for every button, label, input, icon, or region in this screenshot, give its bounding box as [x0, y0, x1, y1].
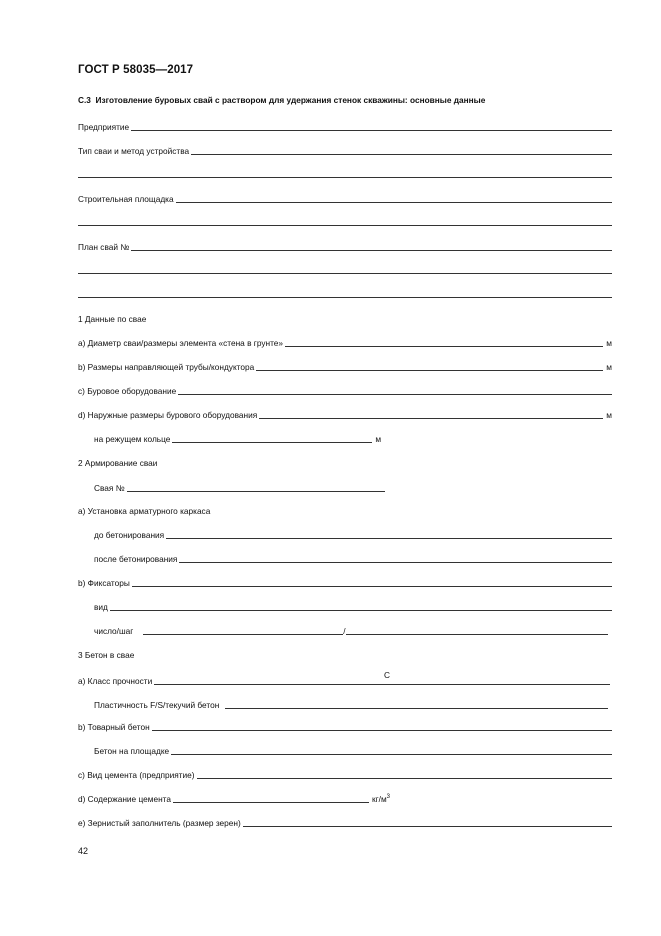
strength-class-prefix: С — [384, 670, 390, 680]
concrete-heading: 3 Бетон в свае — [78, 650, 135, 660]
count-step-label: число/шаг — [94, 626, 134, 636]
plasticity-row — [94, 698, 608, 710]
outer-dimensions-unit: м — [606, 410, 612, 420]
pile-diameter-unit: м — [606, 338, 612, 348]
pile-plan-row — [78, 240, 612, 252]
ready-mix-field[interactable] — [152, 728, 612, 731]
site-field-continued[interactable] — [78, 225, 612, 226]
count-field[interactable] — [143, 632, 343, 635]
ready-mix-label: b) Товарный бетон — [78, 722, 150, 732]
pile-plan-label: План свай № — [78, 242, 130, 252]
pile-type-field[interactable] — [191, 152, 612, 155]
pile-number-row — [94, 481, 394, 493]
section-number: С.3 — [78, 95, 91, 105]
guide-pipe-label: b) Размеры направляющей трубы/кондуктора — [78, 362, 255, 372]
guide-pipe-row — [78, 360, 612, 372]
after-concreting-row — [94, 552, 612, 564]
page-number: 42 — [78, 846, 89, 856]
ready-mix-row — [78, 720, 612, 732]
plasticity-field[interactable] — [225, 706, 608, 709]
cement-content-unit-base: кг/м — [371, 794, 387, 804]
drilling-equipment-row — [78, 384, 612, 396]
count-step-separator: / — [343, 626, 346, 636]
pile-diameter-row — [78, 336, 612, 348]
count-step-row — [94, 624, 608, 636]
before-concreting-label: до бетонирования — [94, 530, 165, 540]
site-row — [78, 192, 612, 204]
pile-plan-field-continued-1[interactable] — [78, 273, 612, 274]
strength-class-field[interactable] — [154, 682, 610, 685]
after-concreting-label: после бетонирования — [94, 554, 178, 564]
cement-content-row — [78, 792, 418, 804]
enterprise-row — [78, 120, 612, 132]
spacer-type-label: вид — [94, 602, 108, 612]
pile-type-row — [78, 144, 612, 156]
cutting-ring-unit: м — [375, 434, 382, 444]
cage-installation-heading: a) Установка арматурного каркаса — [78, 506, 211, 516]
step-field[interactable] — [346, 632, 608, 635]
pile-number-field[interactable] — [127, 489, 385, 492]
before-concreting-row — [94, 528, 612, 540]
onsite-concrete-row — [94, 744, 612, 756]
cement-type-row — [78, 768, 612, 780]
spacers-label: b) Фиксаторы — [78, 578, 130, 588]
onsite-concrete-field[interactable] — [171, 752, 612, 755]
spacer-type-row — [94, 600, 612, 612]
cement-content-label: d) Содержание цемента — [78, 794, 171, 804]
section-title — [78, 95, 485, 105]
pile-number-label: Свая № — [94, 483, 125, 493]
cement-content-field[interactable] — [173, 800, 369, 803]
site-label: Строительная площадка — [78, 194, 174, 204]
spacer-type-field[interactable] — [110, 608, 612, 611]
aggregate-label: e) Зернистый заполнитель (размер зерен) — [78, 818, 241, 828]
aggregate-field[interactable] — [243, 824, 612, 827]
pile-plan-field-continued-2[interactable] — [78, 297, 612, 298]
cement-type-field[interactable] — [197, 776, 612, 779]
spacers-row — [78, 576, 612, 588]
cement-type-label: c) Вид цемента (предприятие) — [78, 770, 195, 780]
outer-dimensions-field[interactable] — [259, 416, 603, 419]
cutting-ring-label: на режущем кольце — [94, 434, 171, 444]
cement-content-unit-exponent: 3 — [386, 794, 390, 800]
enterprise-field[interactable] — [131, 128, 612, 131]
strength-class-row — [78, 674, 610, 686]
outer-dimensions-label: d) Наружные размеры бурового оборудования — [78, 410, 258, 420]
pile-diameter-field[interactable] — [285, 344, 603, 347]
drilling-equipment-label: c) Буровое оборудование — [78, 386, 177, 396]
reinforcement-heading: 2 Армирование сваи — [78, 458, 158, 468]
cement-content-unit — [369, 794, 390, 804]
pile-type-label: Тип сваи и метод устройства — [78, 146, 190, 156]
after-concreting-field[interactable] — [179, 560, 612, 563]
pile-plan-field[interactable] — [131, 248, 612, 251]
before-concreting-field[interactable] — [166, 536, 612, 539]
cutting-ring-row — [94, 432, 414, 444]
enterprise-label: Предприятие — [78, 122, 130, 132]
outer-dimensions-row — [78, 408, 612, 420]
drilling-equipment-field[interactable] — [178, 392, 612, 395]
aggregate-row — [78, 816, 612, 828]
pile-diameter-label: a) Диаметр сваи/размеры элемента «стена в грунте» — [78, 338, 284, 348]
cutting-ring-field[interactable] — [172, 440, 372, 443]
guide-pipe-field[interactable] — [256, 368, 603, 371]
document-header: ГОСТ Р 58035—2017 — [78, 64, 194, 76]
spacers-field[interactable] — [132, 584, 612, 587]
plasticity-label: Пластичность F/S/текучий бетон — [94, 700, 220, 710]
site-field[interactable] — [176, 200, 612, 203]
pile-type-field-continued[interactable] — [78, 177, 612, 178]
strength-class-label: a) Класс прочности — [78, 676, 153, 686]
onsite-concrete-label: Бетон на площадке — [94, 746, 170, 756]
guide-pipe-unit: м — [606, 362, 612, 372]
pile-data-heading: 1 Данные по сваe — [78, 314, 147, 324]
section-title-text: Изготовление буровых свай с раствором для удержания стенок скважины: основные данные — [95, 95, 486, 105]
